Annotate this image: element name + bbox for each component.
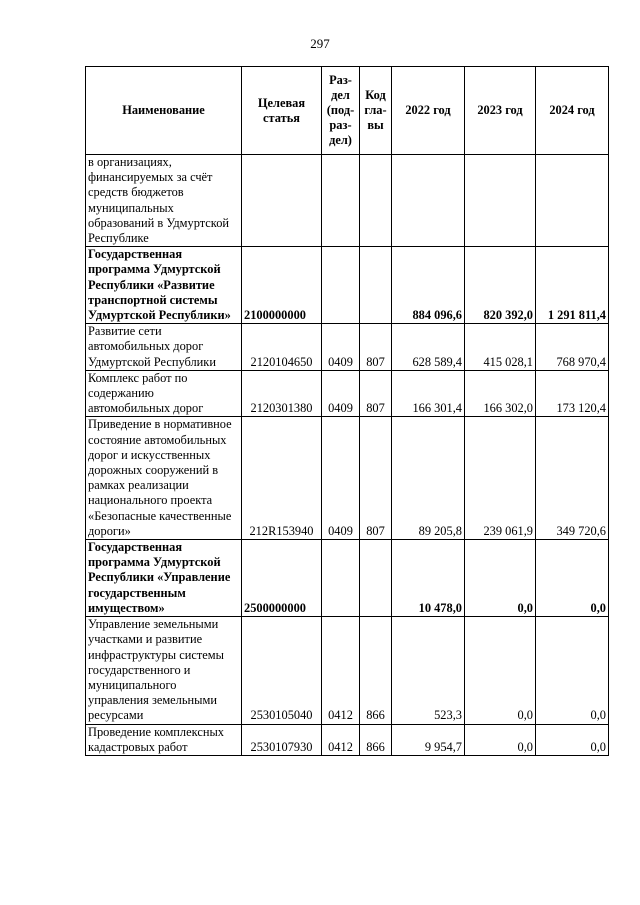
row-2022: 884 096,6 [392, 247, 465, 324]
row-section [322, 540, 360, 617]
row-target-article: 212R153940 [242, 417, 322, 540]
row-chapter-code: 807 [360, 370, 392, 417]
row-2022 [392, 155, 465, 247]
row-chapter-code: 807 [360, 417, 392, 540]
row-target-article: 2120301380 [242, 370, 322, 417]
row-name: Развитие сети автомобильных дорог Удмуртской Республики [86, 324, 242, 371]
row-target-article: 2100000000 [242, 247, 322, 324]
row-name: Приведение в нормативное состояние автомобильных дорог и искусственных дорожных сооружений в рамках реализации национального проекта «Безопасные качественные дороги» [86, 417, 242, 540]
row-2023: 0,0 [465, 617, 536, 724]
table-row [86, 155, 609, 247]
header-target-article: Целевая статья [242, 67, 322, 155]
row-2024: 0,0 [536, 724, 609, 755]
row-target-article: 2530107930 [242, 724, 322, 755]
header-chapter-code: Код гла-вы [360, 67, 392, 155]
table-row [86, 417, 609, 540]
row-2022: 523,3 [392, 617, 465, 724]
header-2024: 2024 год [536, 67, 609, 155]
row-section [322, 247, 360, 324]
table-row [86, 540, 609, 617]
row-2022: 9 954,7 [392, 724, 465, 755]
table-row [86, 247, 609, 324]
row-2024: 768 970,4 [536, 324, 609, 371]
row-2022: 10 478,0 [392, 540, 465, 617]
row-section: 0412 [322, 724, 360, 755]
row-section: 0409 [322, 417, 360, 540]
row-2023: 166 302,0 [465, 370, 536, 417]
row-name: Государственная программа Удмуртской Республики «Развитие транспортной системы Удмуртской Республики» [86, 247, 242, 324]
row-2023: 820 392,0 [465, 247, 536, 324]
row-section: 0409 [322, 324, 360, 371]
row-name: Проведение комплексных кадастровых работ [86, 724, 242, 755]
table-row [86, 370, 609, 417]
row-2022: 628 589,4 [392, 324, 465, 371]
header-section: Раз-дел (под-раз-дел) [322, 67, 360, 155]
row-2023: 0,0 [465, 724, 536, 755]
row-name: в организациях, финансируемых за счёт средств бюджетов муниципальных образований в Удмуртской Республике [86, 155, 242, 247]
row-target-article [242, 155, 322, 247]
header-2023: 2023 год [465, 67, 536, 155]
header-2022: 2022 год [392, 67, 465, 155]
row-target-article: 2530105040 [242, 617, 322, 724]
row-2024: 1 291 811,4 [536, 247, 609, 324]
page-number: 297 [310, 36, 330, 51]
row-chapter-code: 807 [360, 324, 392, 371]
row-chapter-code [360, 247, 392, 324]
budget-table [85, 66, 609, 756]
row-2024: 349 720,6 [536, 417, 609, 540]
row-name: Комплекс работ по содержанию автомобильных дорог [86, 370, 242, 417]
row-2024: 0,0 [536, 540, 609, 617]
row-2023: 239 061,9 [465, 417, 536, 540]
table-row [86, 617, 609, 724]
row-section [322, 155, 360, 247]
row-section: 0412 [322, 617, 360, 724]
row-2023 [465, 155, 536, 247]
row-2024: 0,0 [536, 617, 609, 724]
table-row [86, 324, 609, 371]
table-header-row [86, 67, 609, 155]
row-2023: 415 028,1 [465, 324, 536, 371]
row-target-article: 2500000000 [242, 540, 322, 617]
row-chapter-code: 866 [360, 617, 392, 724]
row-2024: 173 120,4 [536, 370, 609, 417]
row-chapter-code: 866 [360, 724, 392, 755]
row-chapter-code [360, 540, 392, 617]
row-name: Управление земельными участками и развитие инфраструктуры системы государственного и муниципального управления земельными ресурсами [86, 617, 242, 724]
row-chapter-code [360, 155, 392, 247]
row-2022: 166 301,4 [392, 370, 465, 417]
row-2023: 0,0 [465, 540, 536, 617]
row-name: Государственная программа Удмуртской Республики «Управление государственным имуществом» [86, 540, 242, 617]
row-section: 0409 [322, 370, 360, 417]
table-row [86, 724, 609, 755]
row-2024 [536, 155, 609, 247]
row-target-article: 2120104650 [242, 324, 322, 371]
header-name: Наименование [86, 67, 242, 155]
row-2022: 89 205,8 [392, 417, 465, 540]
